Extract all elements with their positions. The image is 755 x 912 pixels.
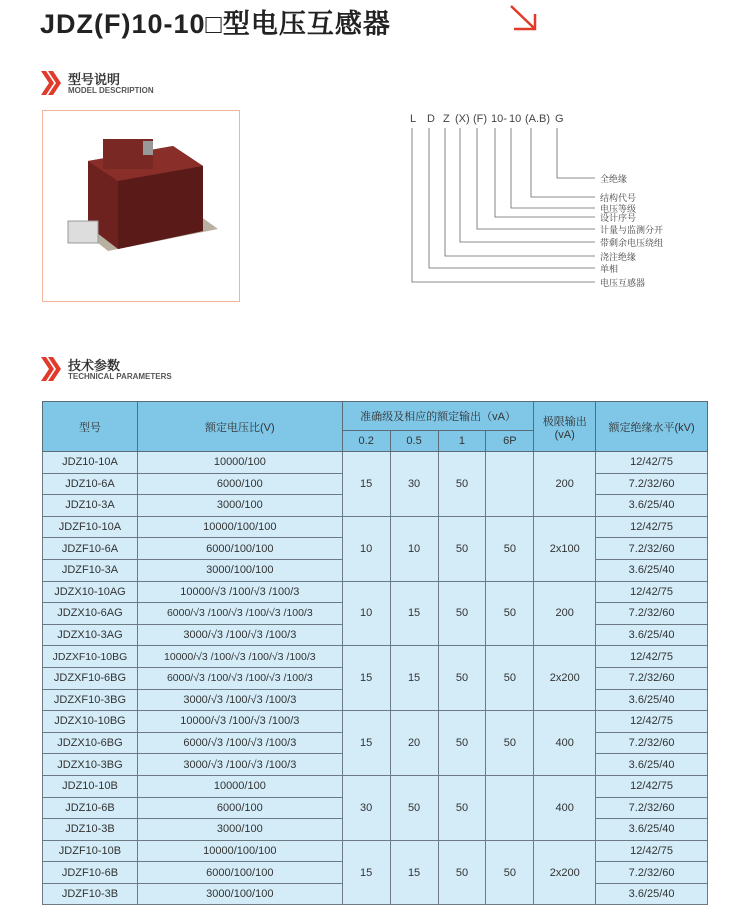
- accuracy-6p-cell: 50: [486, 711, 534, 776]
- ratio-cell: 10000/100: [137, 452, 342, 474]
- model-code-label: 单相: [600, 264, 619, 274]
- ratio-cell: 6000/√3 /100/√3 /100/3: [137, 732, 342, 754]
- accuracy-1-cell: 50: [438, 775, 486, 840]
- accuracy-1-cell: 50: [438, 581, 486, 646]
- table-row: [43, 581, 708, 603]
- page-title: JDZ(F)10-10□型电压互感器: [40, 9, 391, 39]
- section-title: 技术参数: [68, 358, 121, 373]
- model-cell: JDZF10-3A: [43, 559, 138, 581]
- accuracy-6p-cell: 50: [486, 581, 534, 646]
- accuracy-0.5-cell: 10: [390, 516, 438, 581]
- ratio-cell: 6000/100/100: [137, 538, 342, 560]
- ratio-cell: 3000/100/100: [137, 559, 342, 581]
- ratio-cell: 6000/√3 /100/√3 /100/√3 /100/3: [137, 603, 342, 625]
- table-row: [43, 840, 708, 862]
- model-cell: JDZ10-6B: [43, 797, 138, 819]
- ratio-cell: 10000/√3 /100/√3 /100/3: [137, 581, 342, 603]
- accuracy-6p-cell: [486, 775, 534, 840]
- header-ratio: 额定电压比(V): [137, 402, 342, 452]
- model-cell: JDZ10-3B: [43, 819, 138, 841]
- accuracy-0.2-cell: 30: [342, 775, 390, 840]
- model-code-part: D: [427, 113, 435, 125]
- model-cell: JDZF10-6B: [43, 862, 138, 884]
- model-cell: JDZ10-10A: [43, 452, 138, 474]
- model-cell: JDZX10-6AG: [43, 603, 138, 625]
- insulation-cell: 12/42/75: [596, 452, 708, 474]
- insulation-cell: 7.2/32/60: [596, 473, 708, 495]
- limit-output-cell: 2x200: [534, 840, 596, 905]
- transformer-image: [43, 111, 239, 301]
- accuracy-0.2-cell: 10: [342, 516, 390, 581]
- model-cell: JDZ10-3A: [43, 495, 138, 517]
- ratio-cell: 3000/√3 /100/√3 /100/3: [137, 689, 342, 711]
- insulation-cell: 7.2/32/60: [596, 538, 708, 560]
- header-limit: 极限输出(vA): [534, 402, 596, 452]
- model-cell: JDZX10-10AG: [43, 581, 138, 603]
- table-row: [43, 646, 708, 668]
- model-code-part: G: [555, 113, 564, 125]
- insulation-cell: 12/42/75: [596, 646, 708, 668]
- header-accuracy: 准确级及相应的额定输出（vA）: [342, 402, 534, 431]
- limit-output-cell: 200: [534, 581, 596, 646]
- ratio-cell: 10000/100/100: [137, 840, 342, 862]
- model-code-label: 结构代号: [600, 193, 637, 203]
- accuracy-0.2-cell: 10: [342, 581, 390, 646]
- model-code-label: 设计序号: [600, 213, 637, 223]
- model-code-label: 计量与监测分开: [600, 225, 664, 235]
- model-cell: JDZX10-6BG: [43, 732, 138, 754]
- model-code-part: (F): [473, 113, 488, 125]
- model-code-diagram: [405, 110, 705, 300]
- accuracy-6p-cell: 50: [486, 516, 534, 581]
- accuracy-0.5-cell: 50: [390, 775, 438, 840]
- accuracy-0.2-cell: 15: [342, 711, 390, 776]
- ratio-cell: 3000/100: [137, 819, 342, 841]
- header-class: 6P: [486, 431, 534, 452]
- ratio-cell: 3000/100: [137, 495, 342, 517]
- model-code-part: L: [410, 113, 417, 125]
- limit-output-cell: 2x100: [534, 516, 596, 581]
- accuracy-1-cell: 50: [438, 516, 486, 581]
- model-code-part: 10: [509, 113, 522, 125]
- insulation-cell: 3.6/25/40: [596, 624, 708, 646]
- insulation-cell: 3.6/25/40: [596, 754, 708, 776]
- model-cell: JDZ10-10B: [43, 775, 138, 797]
- model-cell: JDZX10-3AG: [43, 624, 138, 646]
- insulation-cell: 7.2/32/60: [596, 862, 708, 884]
- table-row: [43, 775, 708, 797]
- insulation-cell: 12/42/75: [596, 840, 708, 862]
- model-code-part: 10-: [491, 113, 507, 125]
- insulation-cell: 7.2/32/60: [596, 732, 708, 754]
- accuracy-6p-cell: 50: [486, 646, 534, 711]
- table-row: [43, 452, 708, 474]
- model-code-label: 电压等级: [600, 204, 637, 214]
- insulation-cell: 3.6/25/40: [596, 819, 708, 841]
- insulation-cell: 7.2/32/60: [596, 603, 708, 625]
- insulation-cell: 3.6/25/40: [596, 559, 708, 581]
- insulation-cell: 3.6/25/40: [596, 495, 708, 517]
- accuracy-1-cell: 50: [438, 840, 486, 905]
- model-cell: JDZXF10-10BG: [43, 646, 138, 668]
- accuracy-0.2-cell: 15: [342, 840, 390, 905]
- model-cell: JDZXF10-3BG: [43, 689, 138, 711]
- ratio-cell: 10000/100/100: [137, 516, 342, 538]
- model-code-part: Z: [443, 113, 450, 125]
- model-cell: JDZX10-10BG: [43, 711, 138, 733]
- accuracy-1-cell: 50: [438, 711, 486, 776]
- accuracy-1-cell: 50: [438, 452, 486, 517]
- header-insulation: 额定绝缘水平(kV): [596, 402, 708, 452]
- limit-output-cell: 400: [534, 711, 596, 776]
- accuracy-0.5-cell: 20: [390, 711, 438, 776]
- accuracy-0.5-cell: 15: [390, 646, 438, 711]
- ratio-cell: 10000/√3 /100/√3 /100/√3 /100/3: [137, 646, 342, 668]
- insulation-cell: 7.2/32/60: [596, 797, 708, 819]
- accuracy-6p-cell: [486, 452, 534, 517]
- limit-output-cell: 400: [534, 775, 596, 840]
- model-cell: JDZF10-6A: [43, 538, 138, 560]
- accuracy-6p-cell: 50: [486, 840, 534, 905]
- insulation-cell: 3.6/25/40: [596, 689, 708, 711]
- model-code-label: 全绝缘: [600, 174, 628, 184]
- double-chevron-icon: [40, 356, 62, 382]
- model-code-label: 浇注绝缘: [600, 252, 637, 262]
- double-chevron-icon: [40, 70, 62, 96]
- model-cell: JDZXF10-6BG: [43, 667, 138, 689]
- section-title: 型号说明: [68, 72, 121, 87]
- accuracy-1-cell: 50: [438, 646, 486, 711]
- header-model: 型号: [43, 402, 138, 452]
- insulation-cell: 12/42/75: [596, 516, 708, 538]
- header-class: 0.5: [390, 431, 438, 452]
- arrow-down-right-icon: [508, 4, 538, 32]
- section-subtitle: MODEL DESCRIPTION: [68, 86, 154, 95]
- model-code-part: (A.B): [525, 113, 551, 125]
- insulation-cell: 12/42/75: [596, 581, 708, 603]
- ratio-cell: 10000/100: [137, 775, 342, 797]
- accuracy-0.2-cell: 15: [342, 452, 390, 517]
- header-class: 1: [438, 431, 486, 452]
- table-row: [43, 516, 708, 538]
- model-code-part: (X): [455, 113, 470, 125]
- insulation-cell: 3.6/25/40: [596, 883, 708, 905]
- ratio-cell: 6000/100: [137, 797, 342, 819]
- model-cell: JDZF10-3B: [43, 883, 138, 905]
- ratio-cell: 6000/√3 /100/√3 /100/√3 /100/3: [137, 667, 342, 689]
- accuracy-0.2-cell: 15: [342, 646, 390, 711]
- ratio-cell: 10000/√3 /100/√3 /100/3: [137, 711, 342, 733]
- model-cell: JDZ10-6A: [43, 473, 138, 495]
- accuracy-0.5-cell: 30: [390, 452, 438, 517]
- insulation-cell: 12/42/75: [596, 711, 708, 733]
- header-class: 0.2: [342, 431, 390, 452]
- insulation-cell: 12/42/75: [596, 775, 708, 797]
- product-photo: [42, 110, 240, 302]
- model-cell: JDZX10-3BG: [43, 754, 138, 776]
- model-cell: JDZF10-10A: [43, 516, 138, 538]
- ratio-cell: 3000/√3 /100/√3 /100/3: [137, 624, 342, 646]
- ratio-cell: 6000/100: [137, 473, 342, 495]
- limit-output-cell: 200: [534, 452, 596, 517]
- limit-output-cell: 2x200: [534, 646, 596, 711]
- ratio-cell: 3000/√3 /100/√3 /100/3: [137, 754, 342, 776]
- section-subtitle: TECHNICAL PARAMETERS: [68, 372, 172, 381]
- model-code-label: 电压互感器: [600, 278, 646, 288]
- model-code-label: 带剩余电压绕组: [600, 238, 664, 248]
- leader-lines: [405, 110, 705, 300]
- table-row: [43, 711, 708, 733]
- insulation-cell: 7.2/32/60: [596, 667, 708, 689]
- accuracy-0.5-cell: 15: [390, 840, 438, 905]
- technical-parameters-table: [42, 401, 708, 905]
- ratio-cell: 3000/100/100: [137, 883, 342, 905]
- ratio-cell: 6000/100/100: [137, 862, 342, 884]
- model-cell: JDZF10-10B: [43, 840, 138, 862]
- accuracy-0.5-cell: 15: [390, 581, 438, 646]
